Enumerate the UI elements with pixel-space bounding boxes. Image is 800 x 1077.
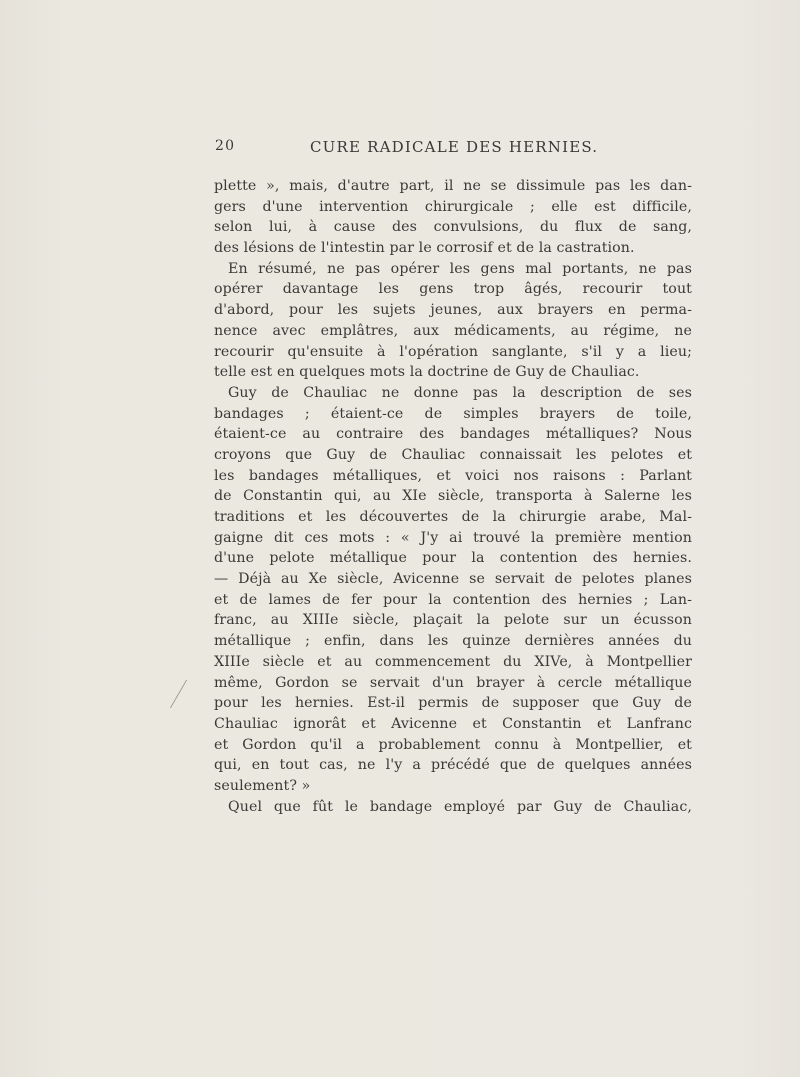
text-line: Chauliac ignorât et Avicenne et Constantin et Lanfranc (214, 715, 692, 732)
text-line: métallique ; enfin, dans les quinze dernières années du (214, 633, 692, 650)
text-line: gaigne dit ces mots : « J'y ai trouvé la première mention (214, 529, 692, 546)
text-line: plette », mais, d'autre part, il ne se dissimule pas les dan- (214, 178, 692, 194)
text-line: et de lames de fer pour la contention des hernies ; Lan- (214, 591, 692, 608)
body-text (214, 176, 692, 817)
text-line: En résumé, ne pas opérer les gens mal portants, ne pas (228, 260, 692, 277)
page-header (215, 136, 685, 162)
text-line: et Gordon qu'il a probablement connu à Montpellier, et (214, 736, 692, 753)
text-line: Guy de Chauliac ne donne pas la description de ses (228, 384, 692, 401)
text-line: des lésions de l'intestin par le corrosif et de la castration. (214, 240, 635, 257)
text-line: — Déjà au Xe siècle, Avicenne se servait de pelotes planes (214, 571, 692, 588)
text-line: pour les hernies. Est-il permis de supposer que Guy de (214, 695, 692, 712)
running-title: CURE RADICALE DES HERNIES. (310, 138, 599, 156)
text-line: XIIIe siècle et au commencement du XIVe, à Montpellier (214, 653, 692, 670)
text-line: traditions et les découvertes de la chirurgie arabe, Mal- (214, 509, 692, 525)
text-line: les bandages métalliques, et voici nos raisons : Parlant (214, 467, 692, 484)
text-line: d'une pelote métallique pour la contention des hernies. (214, 550, 692, 567)
text-line: croyons que Guy de Chauliac connaissait les pelotes et (214, 446, 692, 463)
margin-pencil-mark (170, 680, 201, 708)
text-line: de Constantin qui, au XIe siècle, transporta à Salerne les (214, 488, 692, 505)
text-line: franc, au XIIIe siècle, plaçait la pelote sur un écusson (214, 612, 692, 629)
text-line: recourir qu'ensuite à l'opération sanglante, s'il y a lieu; (214, 343, 692, 360)
page-number: 20 (215, 138, 236, 154)
text-line: étaient-ce au contraire des bandages métalliques? Nous (214, 426, 692, 443)
text-line: gers d'une intervention chirurgicale ; elle est difficile, (214, 198, 692, 215)
text-line: qui, en tout cas, ne l'y a précédé que de quelques années (214, 757, 692, 774)
text-line: d'abord, pour les sujets jeunes, aux brayers en perma- (214, 302, 692, 319)
text-line: opérer davantage les gens trop âgés, recourir tout (214, 281, 692, 298)
text-line: selon lui, à cause des convulsions, du flux de sang, (214, 219, 692, 236)
text-line: Quel que fût le bandage employé par Guy de Chauliac, (228, 798, 692, 815)
text-line: nence avec emplâtres, aux médicaments, au régime, ne (214, 322, 692, 339)
text-line: seulement? » (214, 777, 311, 794)
text-line: même, Gordon se servait d'un brayer à cercle métallique (214, 674, 692, 691)
text-line: telle est en quelques mots la doctrine de Guy de Chauliac. (214, 364, 640, 381)
text-line: bandages ; étaient-ce de simples brayers de toile, (214, 405, 692, 422)
